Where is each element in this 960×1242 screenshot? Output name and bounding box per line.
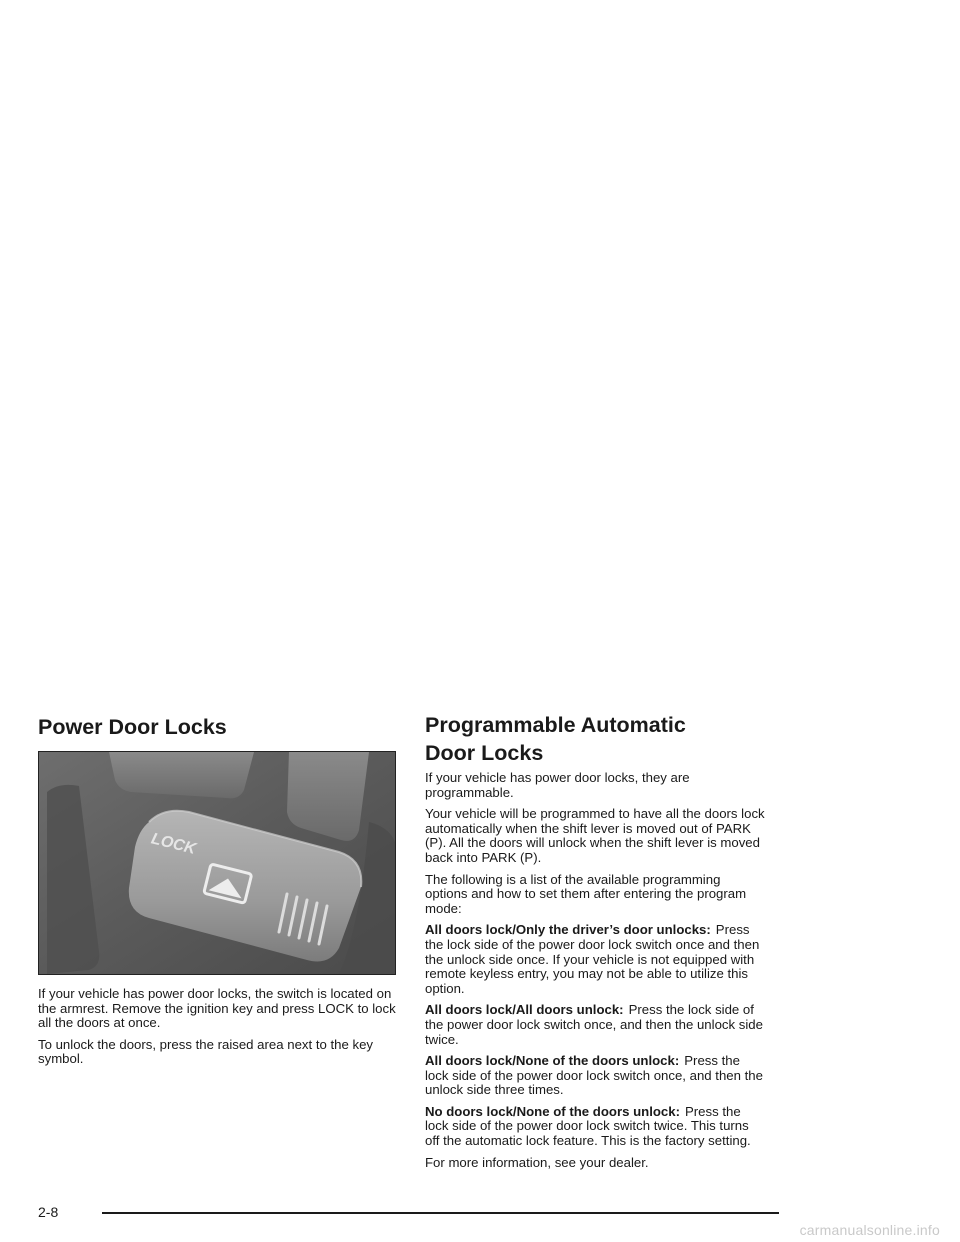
section-heading-programmable-locks: [425, 711, 765, 767]
paragraph: Your vehicle will be programmed to have all the doors lock automatically when the shift lever is moved out of PARK (P). All the doors will unlock when the shift lever is moved back into PARK (P).: [425, 806, 765, 865]
footer-rule: [102, 1212, 779, 1214]
option-item: [425, 923, 765, 996]
option-text: Press the lock side of the power door lock switch once, and then the unlock side three times.: [425, 1053, 763, 1098]
right-column: [425, 712, 765, 1177]
option-item: [425, 1003, 765, 1047]
option-text: Press the lock side of the power door lock switch twice. This turns off the automatic lock feature. This is the factory setting.: [425, 1103, 751, 1149]
section-heading-power-door-locks: Power Door Locks: [38, 715, 227, 739]
option-text: Press the lock side of the power door lock switch once, and then the unlock side twice.: [425, 1002, 763, 1047]
photo-lock-label: LOCK: [149, 830, 198, 858]
paragraph: The following is a list of the available programming options and how to set them after entering the program mode:: [425, 871, 747, 916]
door-lock-switch-photo: [38, 751, 396, 975]
paragraph: If your vehicle has power door locks, they are programmable.: [425, 770, 690, 800]
left-column: [38, 712, 396, 1074]
paragraph: To unlock the doors, press the raised area next to the key symbol.: [38, 1036, 374, 1067]
heading-line: Door Locks: [425, 741, 544, 765]
option-item: [425, 1054, 765, 1098]
paragraph: For more information, see your dealer.: [425, 1154, 649, 1170]
paragraph: If your vehicle has power door locks, the switch is located on the armrest. Remove the ignition key and press LOCK to lock all the doors at once.: [38, 986, 396, 1031]
option-term: All doors lock/All doors unlock:: [425, 1002, 624, 1018]
option-term: No doors lock/None of the doors unlock:: [425, 1103, 680, 1119]
heading-line: Programmable Automatic: [425, 713, 686, 737]
option-item: [425, 1105, 765, 1149]
option-text: Press the lock side of the power door lock switch once and then the unlock side once. If your vehicle is not equipped with remote keyless entry, you may not be able to utilize this option.: [425, 922, 760, 996]
option-term: All doors lock/Only the driver’s door unlocks:: [425, 922, 711, 938]
watermark: carmanualsonline.info: [799, 1222, 940, 1238]
option-term: All doors lock/None of the doors unlock:: [425, 1053, 680, 1069]
page-number: 2-8: [38, 1204, 59, 1220]
